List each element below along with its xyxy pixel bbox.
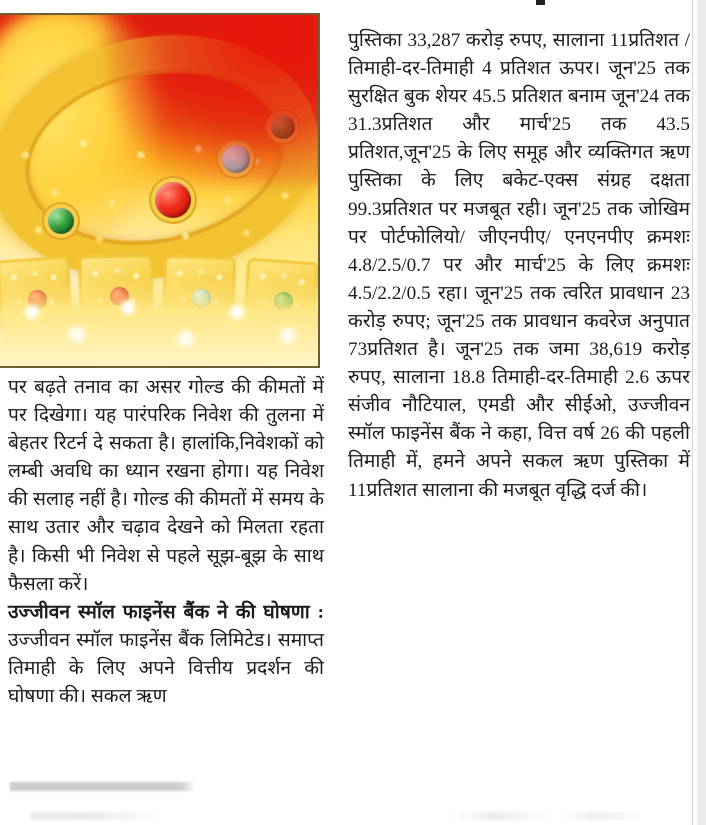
faint-ghost-text-line-2 xyxy=(30,812,690,820)
right-column-body xyxy=(348,27,690,505)
photo-canvas xyxy=(0,15,318,366)
right-column xyxy=(345,0,693,825)
paragraph-gold-advice: पर बढ़ते तनाव का असर गोल्ड की कीमतों में पर दिखेगा। यह पारंपरिक निवेश की तुलना में बेहतर रिटर्न दे सकता है। हालांकि,निवेशकों को लम्बी अवधि का ध्यान रखना होगा। यह निवेश की सलाह नहीं है। गोल्ड की कीमतों में समय के साथ उतार और चढ़ाव देखने को मिलता रहता है। किसी भी निवेश से पहले सूझ-बूझ के साथ फैसला करें। xyxy=(8,377,324,595)
page-gutter-rule xyxy=(692,0,693,825)
gem-red-large xyxy=(155,182,191,218)
bangle-granulation-texture xyxy=(0,110,318,260)
photo-bottom-highlight xyxy=(0,276,318,366)
lead-paragraph-text: उज्जीवन स्मॉल फाइनेंस बैंक लिमिटेड। समाप्त तिमाही के लिए अपने वित्तीय प्रदर्शन की घोषणा की। सकल ऋण xyxy=(8,629,324,708)
faint-ghost-text-line xyxy=(10,782,340,791)
left-column xyxy=(0,0,324,825)
left-column-body xyxy=(8,374,324,711)
gold-jewellery-photo xyxy=(0,13,320,368)
gem-blue xyxy=(222,145,250,173)
paragraph-ujjivan-results: पुस्तिका 33,287 करोड़ रुपए, सालाना 11प्रतिशत / तिमाही-दर-तिमाही 4 प्रतिशत ऊपर। जून'25 तक सुरक्षित बुक शेयर 45.5 प्रतिशत बनाम जून'24 तक 31.3प्रतिशत और मार्च'25 तक 43.5 प्रतिशत,जून'25 के लिए समूह और व्यक्तिगत ऋण पुस्तिका के लिए बकेट-एक्स संग्रह दक्षता 99.3प्रतिशत पर मजबूत रही। जून'25 तक जोखिम पर पोर्टफोलियो/ जीएनपीए/ एनएनपीए क्रमशः 4.8/2.5/0.7 पर और मार्च'25 के लिए क्रमशः 4.5/2.2/0.5 रहा। जून'25 तक त्वरित प्रावधान 23 करोड़ रुपए; जून'25 तक प्रावधान कवरेज अनुपात 73प्रतिशत है। जून'25 तक जमा 38,619 करोड़ रुपए, सालाना 18.8 तिमाही-दर-तिमाही 2.6 ऊपर संजीव नौटियाल, एमडी और सीईओ, उज्जीवन स्मॉल फाइनेंस बैंक ने कहा, वित्त वर्ष 26 की पहली तिमाही में, हमने अपने सकल ऋण पुस्तिका में 11प्रतिशत सालाना की मजबूत वृद्धि दर्ज की। xyxy=(348,30,690,501)
page-margin-strip xyxy=(697,0,706,825)
lead-heading: उज्जीवन स्मॉल फाइनेंस बैंक ने की घोषणा : xyxy=(8,601,324,623)
gem-green xyxy=(271,115,295,139)
paragraph-ujjivan-announcement xyxy=(8,599,324,711)
gem-green-left xyxy=(48,208,74,234)
